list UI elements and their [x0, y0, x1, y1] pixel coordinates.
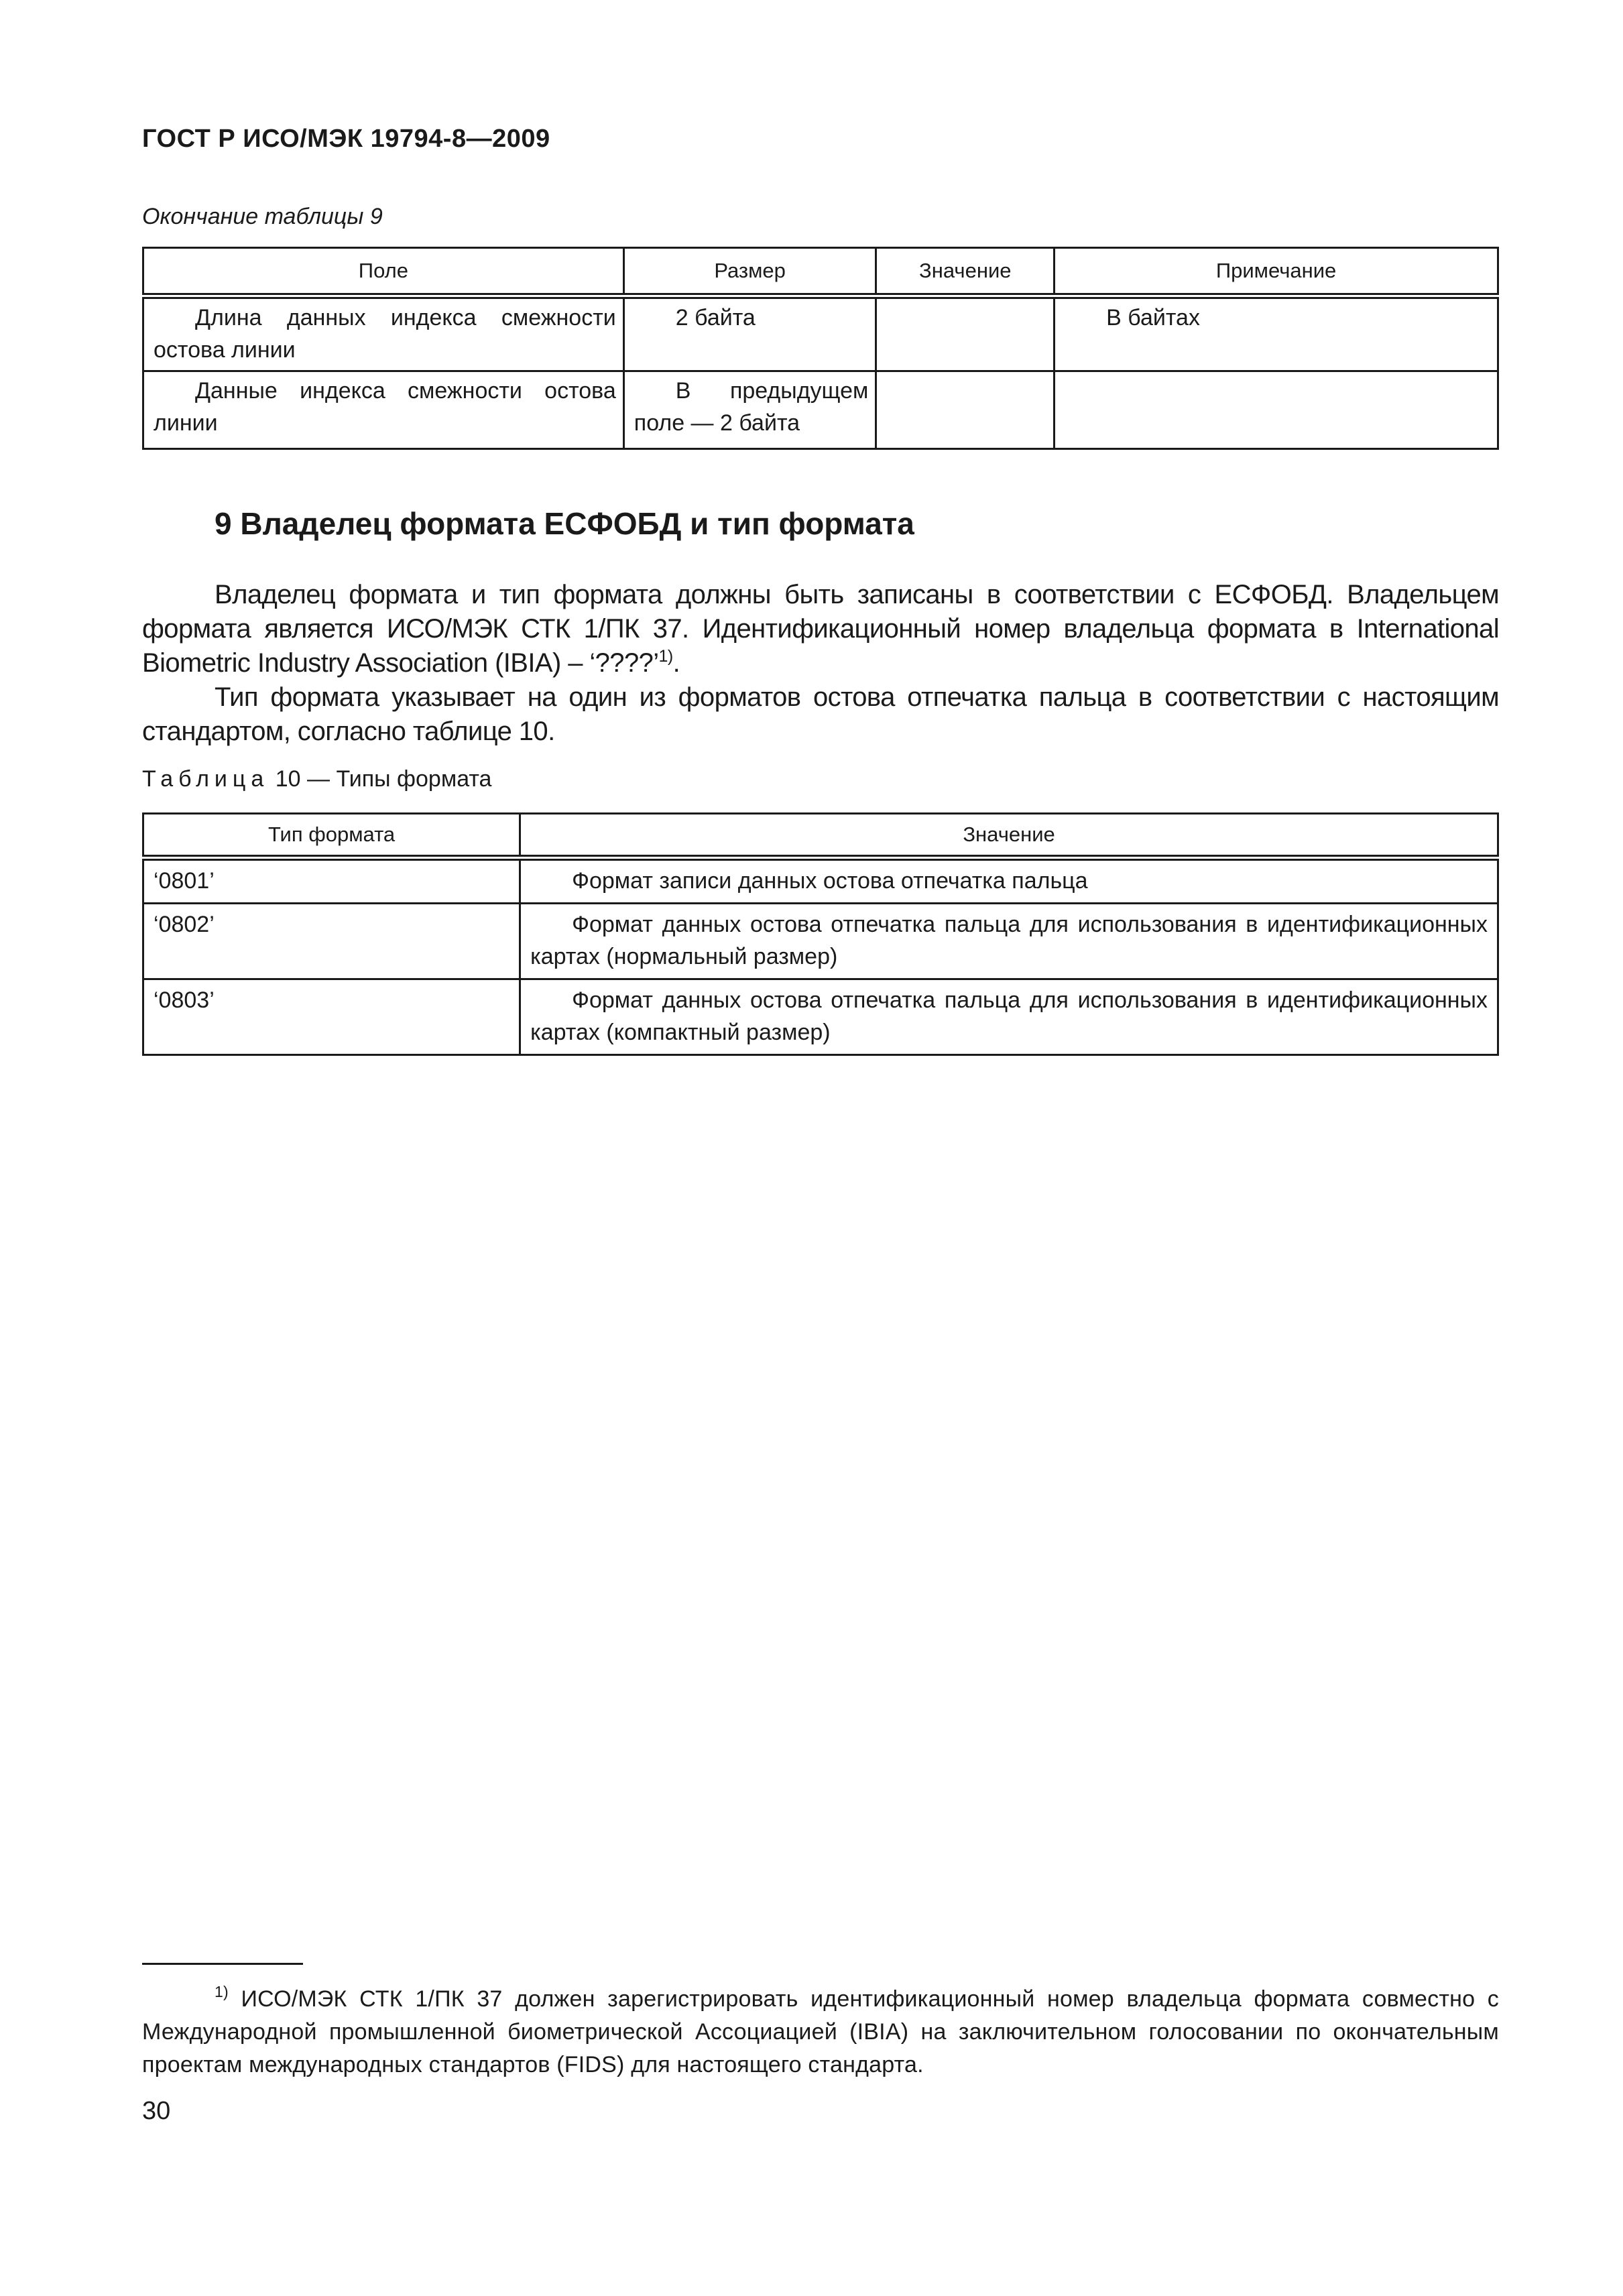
table-cell-value [876, 296, 1055, 371]
table-cell-note [1055, 371, 1498, 449]
column-header-value: Значение [520, 814, 1498, 858]
footnote-text: ИСО/МЭК СТК 1/ПК 37 должен зарегистрировать идентификационный номер владельца формата совместно с Международной промышленной биометрической Ассоциацией (IBIA) на заключительном голосовании по окончательным проектам международных стандартов (FIDS) для настоящего стандарта. [142, 1986, 1499, 2077]
table-cell-field: Данные индекса смежности остова линии [143, 371, 624, 449]
column-header-note: Примечание [1055, 248, 1498, 296]
table-header-row [143, 814, 1498, 858]
table-9-continuation-caption: Окончание таблицы 9 [142, 204, 383, 229]
table-cell-value [876, 371, 1055, 449]
section-heading: 9 Владелец формата ЕСФОБД и тип формата [215, 506, 914, 541]
table-row [143, 296, 1498, 371]
footnote-reference: 1) [658, 647, 673, 666]
table-row [143, 858, 1498, 904]
table-cell-field: Длина данных индекса смежности остова линии [143, 296, 624, 371]
table-cell-format-type: ‘0803’ [143, 979, 520, 1055]
table-10-caption [142, 766, 491, 792]
table-cell-format-type: ‘0802’ [143, 904, 520, 979]
table-cell-value: Формат данных остова отпечатка пальца для использования в идентификационных картах (компактный размер) [520, 979, 1498, 1055]
column-header-field: Поле [143, 248, 624, 296]
table-9 [142, 247, 1499, 450]
table-cell-size: В предыдущем поле — 2 байта [623, 371, 876, 449]
section-body [142, 578, 1499, 749]
table-header-row [143, 248, 1498, 296]
paragraph-end: . [672, 648, 680, 678]
table-caption-title: 10 — Типы формата [275, 766, 492, 792]
column-header-value: Значение [876, 248, 1055, 296]
footnote-marker: 1) [215, 1983, 229, 2000]
table-row [143, 904, 1498, 979]
paragraph [142, 578, 1499, 680]
page-header: ГОСТ Р ИСО/МЭК 19794-8—2009 [142, 125, 550, 153]
footnote-divider [142, 1963, 303, 1965]
table-row [143, 371, 1498, 449]
table-cell-value: Формат данных остова отпечатка пальца для использования в идентификационных картах (нормальный размер) [520, 904, 1498, 979]
column-header-format-type: Тип формата [143, 814, 520, 858]
footnote [142, 1983, 1499, 2081]
table-10 [142, 812, 1499, 1056]
table-cell-format-type: ‘0801’ [143, 858, 520, 904]
table-caption-word: Таблица [142, 766, 269, 792]
table-cell-value: Формат записи данных остова отпечатка пальца [520, 858, 1498, 904]
table-cell-note: В байтах [1055, 296, 1498, 371]
page-number: 30 [142, 2097, 171, 2125]
paragraph-text: Владелец формата и тип формата должны быть записаны в соответствии с ЕСФОБД. Владельцем формата является ИСО/МЭК СТК 1/ПК 37. Идентификационный номер владельца формата в International Biometric Industry Association (IBIA) – ‘????’ [142, 580, 1499, 678]
paragraph: Тип формата указывает на один из форматов остова отпечатка пальца в соответствии с настоящим стандартом, согласно таблице 10. [142, 682, 1499, 746]
table-row [143, 979, 1498, 1055]
table-cell-size: 2 байта [623, 296, 876, 371]
column-header-size: Размер [623, 248, 876, 296]
